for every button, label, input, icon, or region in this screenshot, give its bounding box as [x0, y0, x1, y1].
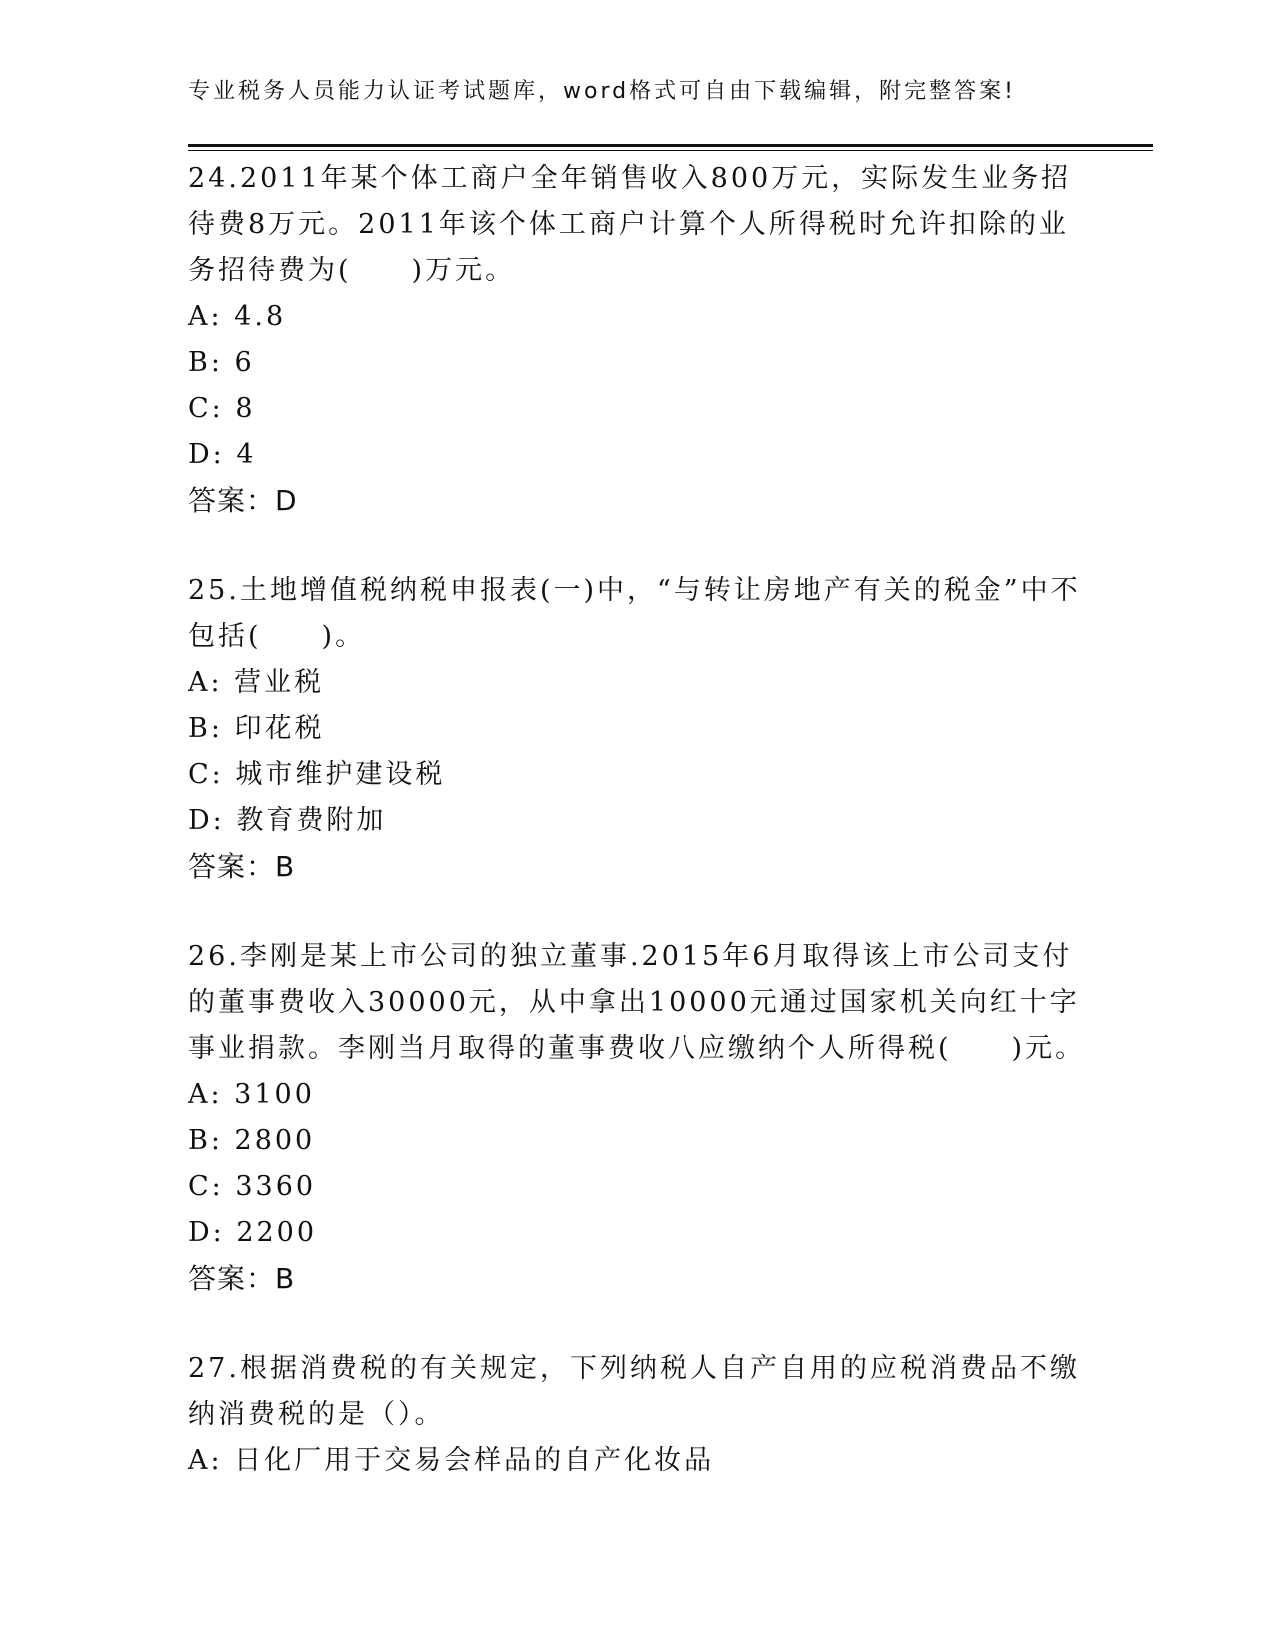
option-c: C: 8: [188, 393, 256, 424]
spacer: [188, 524, 1088, 568]
question-27: [188, 1346, 1088, 1484]
header-divider-thin: [188, 150, 1153, 151]
page-header: 专业税务人员能力认证考试题库，word格式可自由下载编辑，附完整答案!: [188, 79, 1016, 104]
option-c: C: 城市维护建设税: [188, 759, 446, 790]
option-a: A: 4.8: [188, 301, 287, 332]
answer-line: 答案：B: [188, 850, 296, 883]
question-stem: 27.根据消费税的有关规定，下列纳税人自产自用的应税消费品不缴纳消费税的是（）。: [188, 1353, 1080, 1430]
option-b: B: 6: [188, 347, 255, 378]
option-b: B: 2800: [188, 1125, 316, 1156]
question-stem: 25.土地增值税纳税申报表(一)中，“与转让房地产有关的税金”中不包括( )。: [188, 575, 1081, 652]
option-d: D: 4: [188, 439, 257, 470]
header-divider-thick: [188, 144, 1153, 147]
option-c: C: 3360: [188, 1171, 317, 1202]
question-stem: 26.李刚是某上市公司的独立董事.2015年6月取得该上市公司支付的董事费收入30000元，从中拿出10000元通过国家机关向红十字事业捐款。李刚当月取得的董事费收八应缴纳个人所得税( )元。: [188, 941, 1086, 1064]
spacer: [188, 890, 1088, 934]
question-26: [188, 934, 1088, 1302]
answer-line: 答案：D: [188, 484, 298, 517]
spacer: [188, 1302, 1088, 1346]
answer-line: 答案：B: [188, 1262, 296, 1295]
option-a: A: 日化厂用于交易会样品的自产化妆品: [188, 1445, 715, 1476]
option-d: D: 2200: [188, 1217, 318, 1248]
question-24: [188, 156, 1088, 524]
question-25: [188, 568, 1088, 890]
option-a: A: 3100: [188, 1079, 315, 1110]
question-stem: 24.2011年某个体工商户全年销售收入800万元，实际发生业务招待费8万元。2011年该个体工商户计算个人所得税时允许扣除的业务招待费为( )万元。: [188, 163, 1072, 286]
question-list: [188, 156, 1088, 1484]
option-b: B: 印花税: [188, 713, 325, 744]
option-d: D: 教育费附加: [188, 805, 387, 836]
option-a: A: 营业税: [188, 667, 325, 698]
